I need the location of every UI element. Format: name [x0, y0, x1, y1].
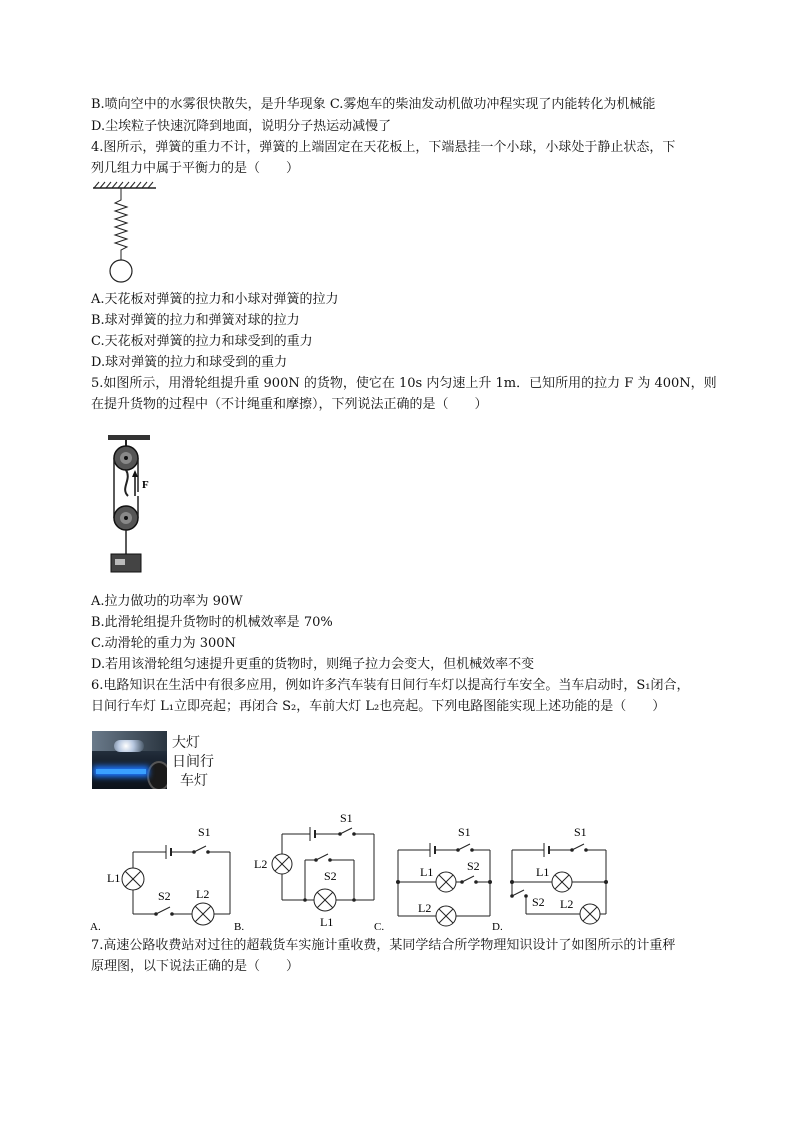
label-l1: L1: [320, 915, 334, 929]
question-6-stem-line-2: 日间行车灯 L₁立即亮起；再闭合 S₂，车前大灯 L₂也亮起。下列电路图能实现上述功能的是（ ）: [91, 699, 666, 714]
question-3-option-d: D.尘埃粒子快速沉降到地面，说明分子热运动减慢了: [91, 119, 392, 134]
question-4-option-c: C.天花板对弹簧的拉力和球受到的重力: [91, 334, 313, 349]
circuit-b: [232, 810, 385, 936]
label-l1: L1: [536, 865, 550, 879]
label-s1: S1: [340, 811, 353, 825]
lamp-l2: [436, 906, 456, 926]
question-4-option-b: B.球对弹簧的拉力和弹簧对球的拉力: [91, 313, 300, 328]
lamp-l2: [580, 904, 600, 924]
question-4-stem-line-1: 4.图所示，弹簧的重力不计，弹簧的上端固定在天花板上，下端悬挂一个小球，小球处于静止状态，下: [91, 140, 676, 155]
spring-ball-figure: [90, 180, 160, 285]
label-s1: S1: [458, 825, 471, 839]
car-headlight-photo: [92, 731, 167, 789]
label-s1: S1: [574, 825, 587, 839]
lamp-l1: [314, 889, 336, 911]
question-7-stem-line-1: 7.高速公路收费站对过往的超载货车实施计重收费，某同学结合所学物理知识设计了如图所示的计重秤: [91, 938, 676, 953]
lamp-l1: [552, 872, 572, 892]
lamp-l1: [122, 868, 144, 890]
label-l2: L2: [418, 901, 432, 915]
question-3-option-bc: B.喷向空中的水雾很快散失，是升华现象 C.雾炮车的柴油发动机做功冲程实现了内能转化为机械能: [91, 97, 656, 112]
lamp-l2: [272, 854, 292, 874]
label-s2: S2: [158, 889, 171, 903]
ceiling-hatch: [108, 435, 150, 440]
circuit-a: [88, 818, 238, 936]
option-a-label: A.: [90, 921, 101, 933]
force-label: F: [142, 479, 149, 491]
label-s2: S2: [532, 895, 545, 909]
label-l2: L2: [196, 887, 210, 901]
question-5-option-a: A.拉力做功的功率为 90W: [91, 594, 243, 609]
option-c-label: C.: [374, 921, 385, 933]
question-4-option-a: A.天花板对弹簧的拉力和小球对弹簧的拉力: [91, 292, 339, 307]
option-b-label: B.: [234, 921, 245, 933]
lamp-l1: [436, 872, 456, 892]
question-6-stem-line-1: 6.电路知识在生活中有很多应用，例如许多汽车装有日间行车灯以提高行车安全。当车启动时，S₁闭合，: [91, 678, 690, 693]
label-s1: S1: [198, 825, 211, 839]
label-s2: S2: [324, 869, 337, 883]
label-headlight: 大灯: [172, 735, 200, 751]
circuit-d: [490, 820, 614, 936]
label-l1: L1: [420, 865, 434, 879]
question-5-stem-line-1: 5.如图所示，用滑轮组提升重 900N 的货物，使它在 10s 内匀速上升 1m．已知所用的拉力 F 为 400N，则: [91, 376, 717, 391]
option-d-label: D.: [492, 921, 503, 933]
label-l2: L2: [254, 857, 268, 871]
label-l1: L1: [107, 871, 121, 885]
ball: [110, 260, 132, 282]
question-5-stem-line-2: 在提升货物的过程中（不计绳重和摩擦），下列说法正确的是（ ）: [91, 397, 488, 412]
pulley-figure: [98, 432, 168, 580]
question-5-option-d: D.若用该滑轮组匀速提升更重的货物时，则绳子拉力会变大，但机械效率不变: [91, 657, 535, 672]
circuit-c: [372, 820, 502, 936]
question-4-stem-line-2: 列几组力中属于平衡力的是（ ）: [91, 161, 300, 176]
ceiling-hatch: [93, 182, 156, 188]
lamp-l2: [192, 903, 214, 925]
label-l2: L2: [560, 897, 574, 911]
label-daytime-running-1: 日间行: [172, 754, 214, 770]
question-5-option-c: C.动滑轮的重力为 300N: [91, 636, 236, 651]
question-7-stem-line-2: 原理图，以下说法正确的是（ ）: [91, 959, 300, 974]
spring: [115, 188, 127, 260]
question-5-option-b: B.此滑轮组提升货物时的机械效率是 70%: [91, 615, 333, 630]
question-4-option-d: D.球对弹簧的拉力和球受到的重力: [91, 355, 288, 370]
label-daytime-running-2: 车灯: [180, 773, 208, 789]
label-s2: S2: [467, 859, 480, 873]
